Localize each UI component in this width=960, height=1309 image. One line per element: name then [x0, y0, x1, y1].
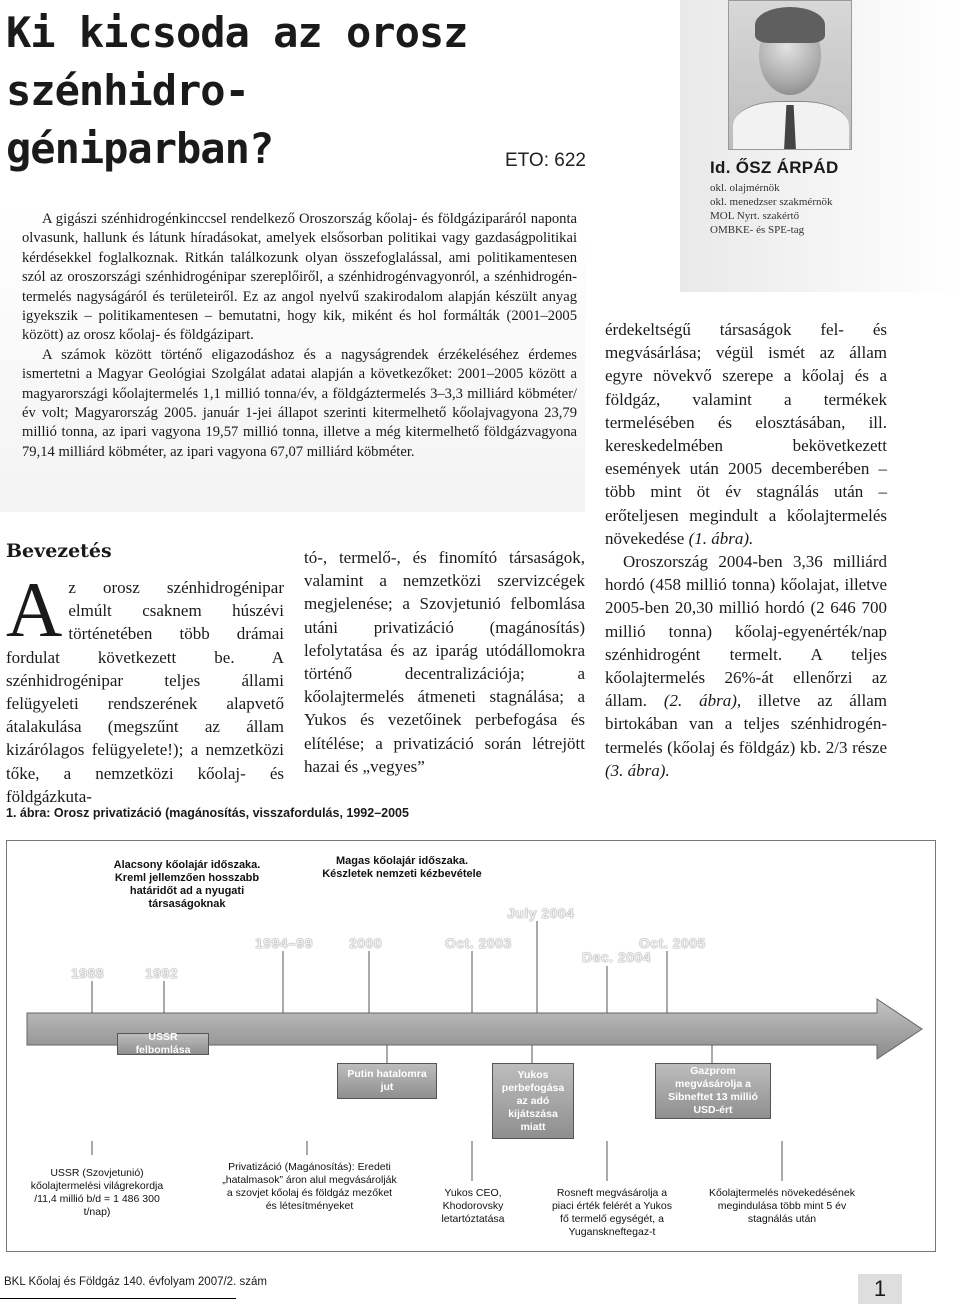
author-photo — [728, 0, 852, 150]
footer-rule — [0, 1298, 236, 1299]
year-2000: 2000 — [349, 935, 383, 951]
figure-ref-3: (3. ábra). — [605, 760, 670, 780]
note-khodorovsky-arrest: Yukos CEO, Khodorovsky letartóztatása — [441, 1187, 505, 1225]
title-line-1: Ki kicsoda az orosz szénhidro- — [6, 8, 468, 115]
note-rosneft-purchase: Rosneft megvásárolja a piaci érték felérét a Yukos fő termelő egységét, a Yuganskneftegaz-t — [551, 1187, 673, 1238]
figure-caption: 1. ábra: Orosz privatizáció (magánosítás, visszafordulás, 1992–2005 — [6, 806, 409, 820]
note-low-oil-price: Alacsony kőolajár időszaka. Kreml jellemzően hosszabb határidőt ad a nyugati társaságoknak — [113, 859, 261, 910]
drop-cap: A — [6, 566, 63, 653]
year-1988: 1988 — [71, 965, 105, 981]
author-degree-2: okl. menedzser szakmérnök — [710, 196, 833, 208]
year-1994-99: 1994–99 — [255, 935, 314, 951]
body-column-middle — [304, 546, 585, 778]
box-yukos-trial: Yukos perbefogása az adó kijátszása miatt — [492, 1063, 574, 1139]
journal-footer: BKL Kőolaj és Földgáz 140. évfolyam 2007/2. szám — [4, 1276, 267, 1288]
body-text-right-3: illetve az állam birtokában van a teljes szénhidrogén-termelés (kőolaj és földgáz) kb. 2/3 része — [605, 691, 887, 757]
figure-ref-2: (2. ábra), — [663, 691, 742, 711]
author-membership: OMBKE- és SPE-tag — [710, 224, 805, 236]
figure-ref-1: (1. ábra). — [688, 528, 754, 548]
author-affiliation: MOL Nyrt. szakértő — [710, 210, 800, 222]
body-text-left: z orosz szénhidrogénipar elmúlt csaknem húszévi történetében több drámai fordulat következett be. A szénhidrogénipar teljes állami felügyeleti rendszerének alapvető átalakulása (megszűnt az állam kizárólagos felügyelete!); a nemzetközi tőke, a nemzetközi kőolaj- és földgázkuta- — [6, 578, 284, 806]
box-ussr-collapse: USSR felbomlása — [117, 1033, 209, 1055]
year-july-2004: July 2004 — [507, 905, 575, 921]
page-number: 1 — [858, 1274, 902, 1304]
abstract-paragraph-1: A gigászi szénhidrogénkinccsel rendelkező Oroszország kőolaj- és földgáziparáról naponta olvasunk, hallunk és látunk híradásokat, amelyek elsősorban politikai vagy gazdaságpolitikai kérdésekkel foglalkoznak. Ritkán találkozunk olyan összefoglalással, ami politikamentesen szól az oroszországi szénhidrogénipar szereplőiről, a szénhidrogénvagyonról, a szénhidrogén-termelés nagyságáról és területeiről. Ez az angol nyelvű szakirodalom alapján készült anyag igyekszik – politikamentesen – bemutatni, hogy kik, miként és hol formálták (2001–2005 között) az orosz kőolaj- és földgázipart. — [22, 211, 577, 344]
body-text-middle: tó-, termelő-, és finomító társaságok, valamint a nemzetközi szervizcégek megjelenése; a Szovjetunió felbomlása utáni privatizáció (magánosítás) lefolytatása és az iparág utódállomokra történő decentralizációja; a kőolajtermelés átmeneti stagnálása; a Yukos és vezetőinek perbefogása és elítélése; a privatizáció során létrejött hazai és „vegyes” — [304, 548, 585, 776]
body-text-right-2: Oroszország 2004-ben 3,36 milliárd hordó (458 millió tonna) kőolajat, illetve 2005-ben 20,30 millió hordó (2 646 700 millió tonna) kőolaj-egyenérték/nap szénhidrogént termelt. A teljes kőolajtermelés 26%-át ellenőrzi az állam. — [605, 552, 887, 711]
note-high-oil-price: Magas kőolajár időszaka. Készletek nemzeti kézbevétele — [322, 855, 482, 880]
body-text-right-1: érdekeltségű társaságok fel- és megvásárlása; végül ismét az állam egyre növekvő szerepe a kőolaj és a földgáz, valamint a termékek termelésében és elosztásában, ill. kereskedelmében bekövetkezett események után 2005 decemberében – több mint öt év stagnálás után – erőteljesen megindult a kőolajtermelés növekedése — [605, 320, 887, 548]
body-column-left — [6, 566, 284, 808]
year-oct-2005: Oct. 2005 — [639, 935, 706, 951]
abstract — [0, 200, 585, 512]
note-privatization: Privatizáció (Magánosítás): Eredeti „hatalmasok” áron alul megvásárolják a szovjet kőolaj és földgáz mezőket és létesítményeket — [222, 1161, 397, 1212]
box-gazprom-sibneft: Gazprom megvásárolja a Sibneftet 13 millió USD-ért — [655, 1063, 771, 1119]
section-heading: Bevezetés — [6, 540, 112, 562]
body-column-right — [605, 318, 887, 782]
eto-code: ETO: 622 — [505, 150, 586, 171]
title-line-2: géniparban? — [6, 124, 274, 173]
note-production-growth: Kőolajtermelés növekedésének megindulása több mint 5 év stagnálás után — [709, 1187, 855, 1225]
author-degree-1: okl. olajmérnök — [710, 182, 780, 194]
figure-timeline — [6, 840, 936, 1252]
author-box — [680, 0, 960, 292]
author-name: Id. ŐSZ ÁRPÁD — [710, 158, 839, 177]
abstract-paragraph-2: A számok között történő eligazodáshoz és a nagyságrendek érzékeléséhez érdemes ismertetni a Magyar Geológiai Szolgálat adatai alapján a következőket: 2001–2005 között a magyarországi kőolajtermelés 1,1 millió tonna/év, a földgáztermelés 3–3,3 milliárd köbméter/év volt; Magyarország 2005. január 1-jei állapot szerinti kitermelhető kőolajvagyona 23,79 millió tonna, az ipari vagyona 19,57 millió tonna, illetve a még kitermelhető földgázvagyona 79,14 milliárd köbméter, az ipari vagyona 67,07 milliárd köbméter. — [22, 346, 577, 460]
year-dec-2004: Dec. 2004 — [582, 949, 652, 965]
note-ussr-record: USSR (Szovjetunió) kőolajtermelési világrekordja /11,4 millió b/d = 1 486 300 t/nap) — [30, 1167, 164, 1218]
box-putin-power: Putin hatalomra jut — [337, 1063, 437, 1099]
year-1992: 1992 — [145, 965, 179, 981]
year-oct-2003: Oct. 2003 — [445, 935, 512, 951]
